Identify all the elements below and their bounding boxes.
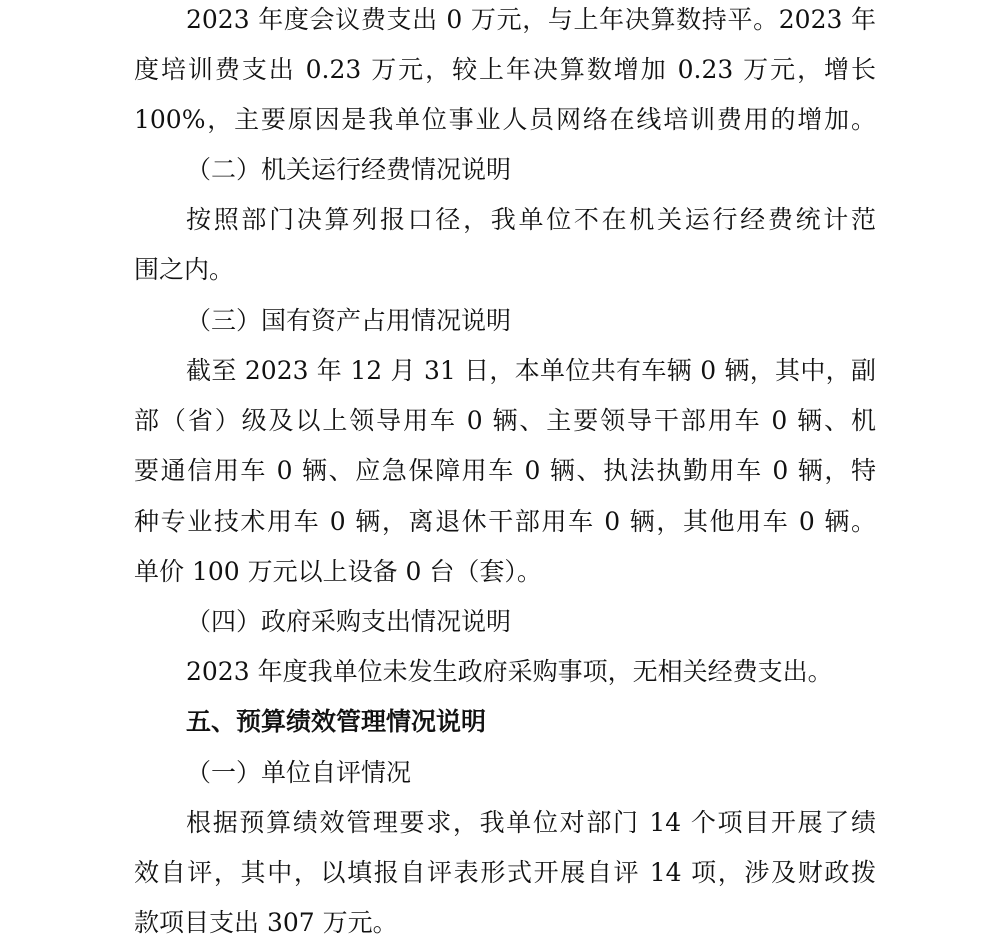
paragraph-line: 按照部门决算列报口径，我单位不在机关运行经费统计范 xyxy=(186,205,876,234)
section-heading: （三）国有资产占用情况说明 xyxy=(186,306,512,335)
paragraph-line: 2023 年度我单位未发生政府采购事项，无相关经费支出。 xyxy=(186,657,833,686)
paragraph-line: 效自评，其中，以填报自评表形式开展自评 14 项，涉及财政拨 xyxy=(134,858,876,887)
paragraph-line: 款项目支出 307 万元。 xyxy=(134,908,398,937)
paragraph-line: 100%，主要原因是我单位事业人员网络在线培训费用的增加。 xyxy=(134,105,876,134)
section-heading: （四）政府采购支出情况说明 xyxy=(186,607,512,636)
section-heading: （一）单位自评情况 xyxy=(186,758,412,787)
paragraph-line: 部（省）级及以上领导用车 0 辆、主要领导干部用车 0 辆、机 xyxy=(134,406,876,435)
paragraph-line: 单价 100 万元以上设备 0 台（套）。 xyxy=(134,557,542,586)
chapter-heading: 五、预算绩效管理情况说明 xyxy=(186,707,487,736)
paragraph-line: 2023 年度会议费支出 0 万元，与上年决算数持平。2023 年 xyxy=(186,5,876,34)
paragraph-line: 要通信用车 0 辆、应急保障用车 0 辆、执法执勤用车 0 辆，特 xyxy=(134,456,876,485)
paragraph-line: 根据预算绩效管理要求，我单位对部门 14 个项目开展了绩 xyxy=(186,808,876,837)
section-heading: （二）机关运行经费情况说明 xyxy=(186,155,512,184)
paragraph-line: 度培训费支出 0.23 万元，较上年决算数增加 0.23 万元，增长 xyxy=(134,55,876,84)
paragraph-line: 种专业技术用车 0 辆，离退休干部用车 0 辆，其他用车 0 辆。 xyxy=(134,507,876,536)
paragraph-line: 围之内。 xyxy=(134,255,235,284)
paragraph-line: 截至 2023 年 12 月 31 日，本单位共有车辆 0 辆，其中，副 xyxy=(186,356,876,385)
